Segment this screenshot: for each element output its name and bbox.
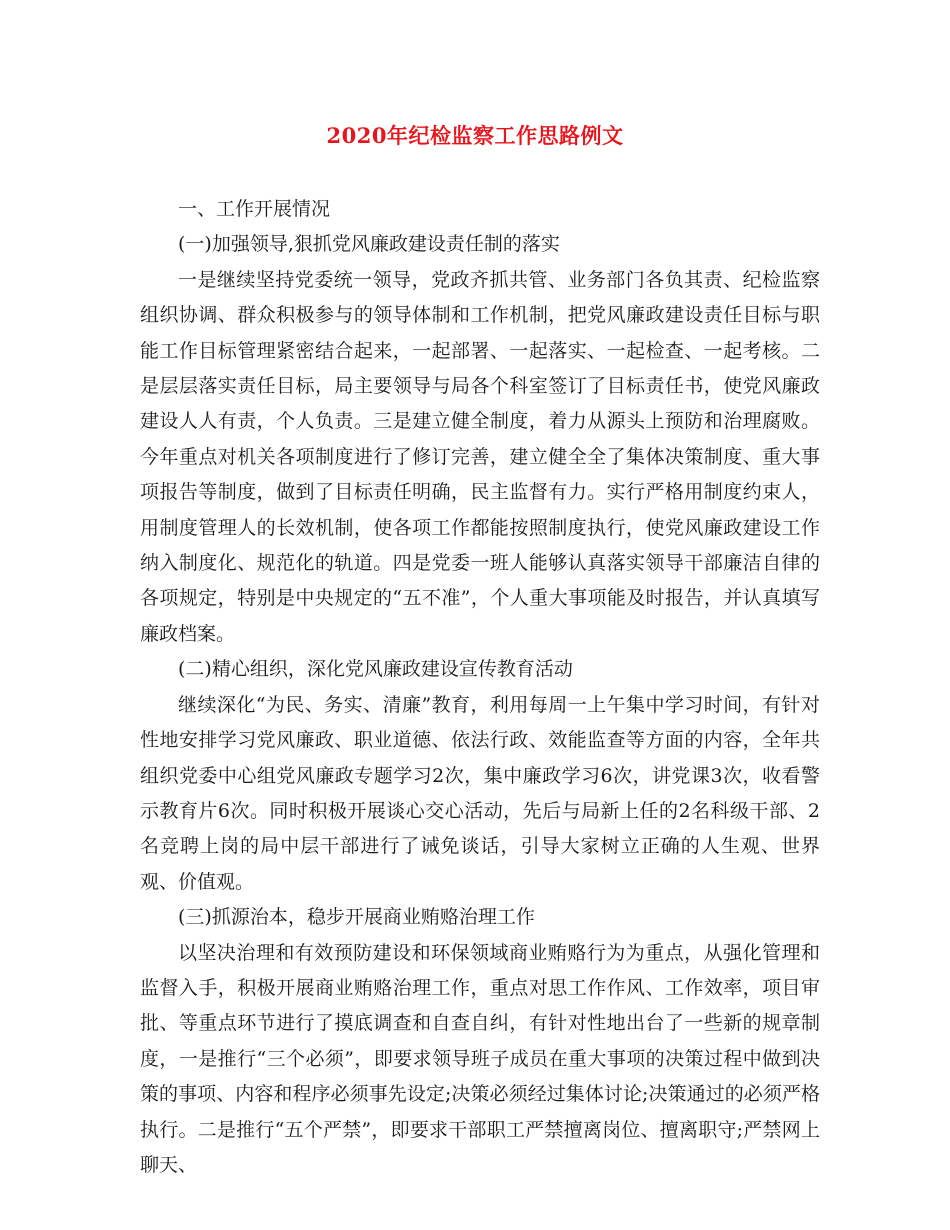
document-body	[140, 192, 820, 1183]
subsection-heading: (一)加强领导,狠抓党风廉政建设责任制的落实	[178, 233, 560, 256]
body-paragraph: 以坚决治理和有效预防建设和环保领域商业贿赂行为为重点，从强化管理和监督入手，积极开展商业贿赂治理工作，重点对思工作作风、工作效率，项目审批、等重点环节进行了摸底调查和自查自纠，有针对性地出台了一些新的规章制度，一是推行“三个必须”，即要求领导班子成员在重大事项的决策过程中做到决策的事项、内容和程序必须事先设定;决策必须经过集体讨论;决策通过的必须严格执行。二是推行“五个严禁”，即要求干部职工严禁擅离岗位、擅离职守;严禁网上聊天、	[140, 941, 820, 1176]
body-paragraph: 一是继续坚持党委统一领导，党政齐抓共管、业务部门各负其责、纪检监察组织协调、群众积极参与的领导体制和工作机制，把党风廉政建设责任目标与职能工作目标管理紧密结合起来，一起部署、一起落实、一起检查、一起考核。二是层层落实责任目标，局主要领导与局各个科室签订了目标责任书，使党风廉政建设人人有责，个人负责。三是建立健全制度，着力从源头上预防和治理腐败。今年重点对机关各项制度进行了修订完善，建立健全全了集体决策制度、重大事项报告等制度，做到了目标责任明确，民主监督有力。实行严格用制度约束人，用制度管理人的长效机制，使各项工作都能按照制度执行，使党风廉政建设工作纳入制度化、规范化的轨道。四是党委一班人能够认真落实领导干部廉洁自律的各项规定，特别是中央规定的“五不准”，个人重大事项能及时报告，并认真填写廉政档案。	[140, 268, 820, 645]
section-heading: 一、工作开展情况	[178, 198, 331, 220]
subsection-heading: (二)精心组织，深化党风廉政建设宣传教育活动	[178, 658, 573, 681]
body-paragraph: 继续深化“为民、务实、清廉”教育，利用每周一上午集中学习时间，有针对性地安排学习党风廉政、职业道德、依法行政、效能监查等方面的内容，全年共组织党委中心组党风廉政专题学习2次，集中廉政学习6次，讲党课3次，收看警示教育片6次。同时积极开展谈心交心活动，先后与局新上任的2名科级干部、2名竞聘上岗的局中层干部进行了诫免谈话，引导大家树立正确的人生观、世界观、价值观。	[140, 693, 820, 893]
subsection-heading: (三)抓源治本，稳步开展商业贿赂治理工作	[178, 906, 535, 929]
document-title: 2020年纪检监察工作思路例文	[326, 123, 624, 148]
